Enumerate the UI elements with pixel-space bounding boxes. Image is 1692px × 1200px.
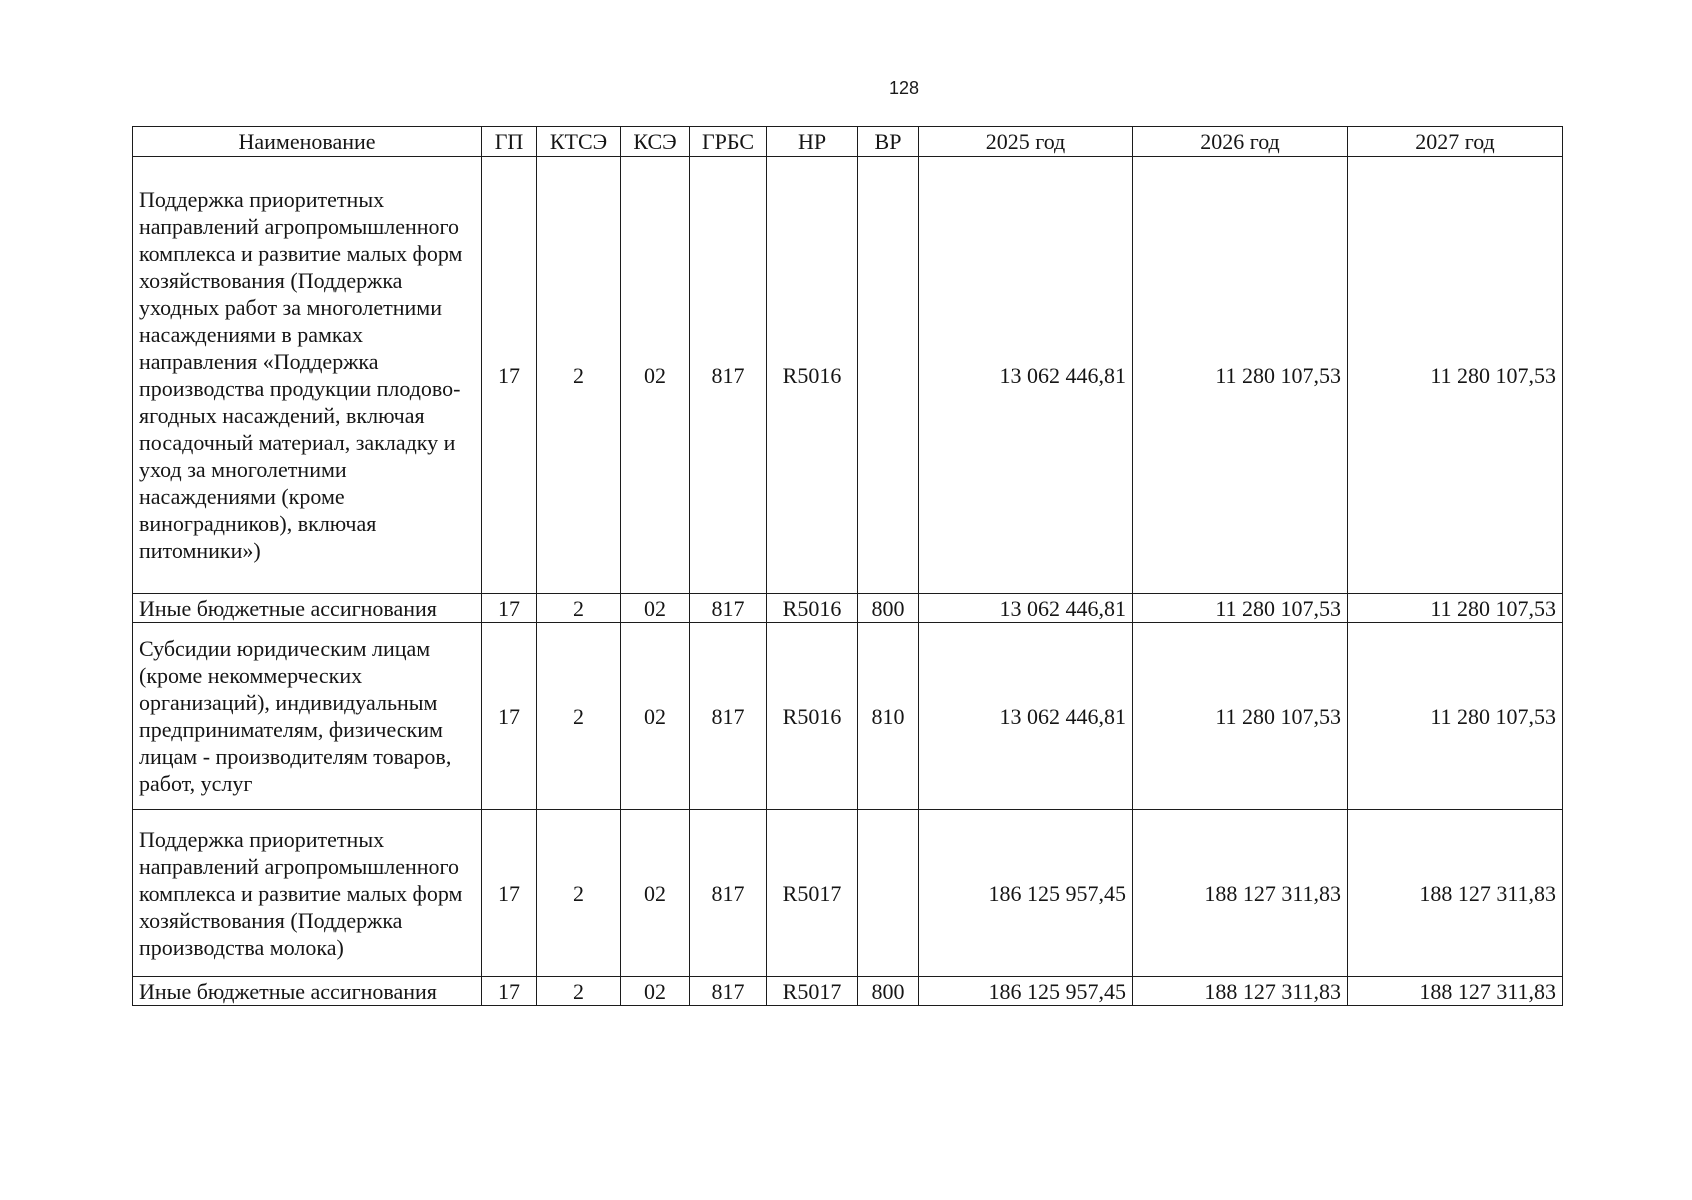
cell-name: Субсидии юридическим лицам (кроме некоммерческих организаций), индивидуальным предпринимателям, физическим лицам - производителям товаров, работ, услуг xyxy=(133,623,482,810)
cell-name: Поддержка приоритетных направлений агропромышленного комплекса и развитие малых форм хозяйствования (Поддержка производства молока) xyxy=(133,810,482,977)
header-name: Наименование xyxy=(133,127,482,157)
cell-2025: 186 125 957,45 xyxy=(919,977,1133,1006)
cell-nr: R5016 xyxy=(767,623,858,810)
cell-kse: 02 xyxy=(621,810,690,977)
cell-name: Поддержка приоритетных направлений агропромышленного комплекса и развитие малых форм хозяйствования (Поддержка уходных работ за многолетними насаждениями в рамках направления «Поддержка производства продукции плодово-ягодных насаждений, включая посадочный материал, закладку и уход за многолетними насаждениями (кроме виноградников), включая питомники») xyxy=(133,157,482,594)
cell-kse: 02 xyxy=(621,157,690,594)
cell-2025: 13 062 446,81 xyxy=(919,157,1133,594)
cell-nr: R5016 xyxy=(767,157,858,594)
cell-kse: 02 xyxy=(621,594,690,623)
cell-grbs: 817 xyxy=(690,623,767,810)
cell-ktse: 2 xyxy=(537,157,621,594)
cell-2026: 11 280 107,53 xyxy=(1133,623,1348,810)
cell-2025: 186 125 957,45 xyxy=(919,810,1133,977)
header-kse: КСЭ xyxy=(621,127,690,157)
cell-gp: 17 xyxy=(482,810,537,977)
cell-gp: 17 xyxy=(482,594,537,623)
cell-ktse: 2 xyxy=(537,810,621,977)
cell-2025: 13 062 446,81 xyxy=(919,623,1133,810)
cell-ktse: 2 xyxy=(537,594,621,623)
budget-table xyxy=(132,126,1563,1006)
cell-2027: 11 280 107,53 xyxy=(1348,594,1563,623)
cell-2025: 13 062 446,81 xyxy=(919,594,1133,623)
cell-gp: 17 xyxy=(482,977,537,1006)
header-grbs: ГРБС xyxy=(690,127,767,157)
cell-2027: 188 127 311,83 xyxy=(1348,977,1563,1006)
cell-grbs: 817 xyxy=(690,810,767,977)
cell-2027: 188 127 311,83 xyxy=(1348,810,1563,977)
header-2027: 2027 год xyxy=(1348,127,1563,157)
cell-name: Иные бюджетные ассигнования xyxy=(133,594,482,623)
header-2025: 2025 год xyxy=(919,127,1133,157)
cell-grbs: 817 xyxy=(690,157,767,594)
cell-gp: 17 xyxy=(482,157,537,594)
table-row xyxy=(133,977,1563,1006)
header-ktse: КТСЭ xyxy=(537,127,621,157)
cell-vr: 810 xyxy=(858,623,919,810)
header-2026: 2026 год xyxy=(1133,127,1348,157)
cell-ktse: 2 xyxy=(537,623,621,810)
cell-vr xyxy=(858,157,919,594)
cell-kse: 02 xyxy=(621,623,690,810)
cell-nr: R5016 xyxy=(767,594,858,623)
table-row xyxy=(133,157,1563,594)
cell-kse: 02 xyxy=(621,977,690,1006)
cell-gp: 17 xyxy=(482,623,537,810)
header-gp: ГП xyxy=(482,127,537,157)
header-vr: ВР xyxy=(858,127,919,157)
cell-nr: R5017 xyxy=(767,810,858,977)
cell-ktse: 2 xyxy=(537,977,621,1006)
cell-grbs: 817 xyxy=(690,594,767,623)
cell-2027: 11 280 107,53 xyxy=(1348,157,1563,594)
cell-2026: 11 280 107,53 xyxy=(1133,594,1348,623)
cell-vr: 800 xyxy=(858,594,919,623)
cell-name: Иные бюджетные ассигнования xyxy=(133,977,482,1006)
table-row xyxy=(133,623,1563,810)
header-nr: НР xyxy=(767,127,858,157)
cell-2027: 11 280 107,53 xyxy=(1348,623,1563,810)
table-row xyxy=(133,810,1563,977)
cell-grbs: 817 xyxy=(690,977,767,1006)
cell-2026: 188 127 311,83 xyxy=(1133,977,1348,1006)
header-row xyxy=(133,127,1563,157)
cell-2026: 11 280 107,53 xyxy=(1133,157,1348,594)
page-number: 128 xyxy=(888,78,920,98)
table-row xyxy=(133,594,1563,623)
cell-nr: R5017 xyxy=(767,977,858,1006)
cell-vr xyxy=(858,810,919,977)
cell-vr: 800 xyxy=(858,977,919,1006)
cell-2026: 188 127 311,83 xyxy=(1133,810,1348,977)
